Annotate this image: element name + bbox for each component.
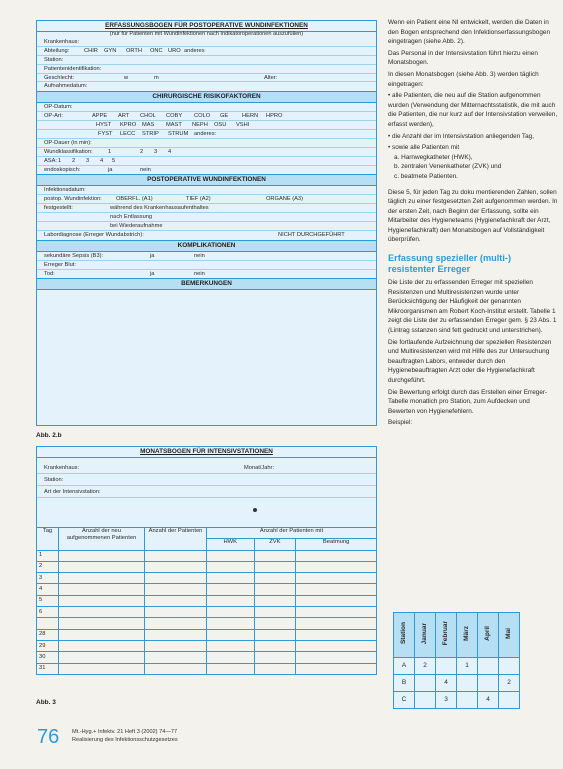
section-postop-infections: POSTOPERATIVE WUNDINFEKTIONEN [37,174,376,186]
table-row [37,573,377,584]
field-option: OBERFL. (A1) [116,196,153,203]
bullet-text: die Anzahl der im Intensivstation anliegenden Tag, [392,132,535,140]
field-option: 1 [108,148,112,155]
field-option: bei Wiederaufnahme [110,223,163,230]
col-zvk: ZVK [254,539,296,550]
field-option: w [124,74,129,81]
example-cell: 4 [436,675,457,692]
example-header-label: März [462,626,470,641]
example-header [478,613,499,658]
paragraph: Beispiel: [388,419,413,427]
table-cell [145,561,207,572]
field-option: 4 [168,148,172,155]
bullet-text: sowie alle Patienten mit [392,144,460,152]
form-line [37,213,376,222]
paragraph: Wenn ein Patient eine NI entwickelt, werden die Daten in den Bogen entsprechend den Infektionserfassungsbogen eingetragen (siehe Abb. 2). [388,19,551,46]
form-line [37,231,376,240]
field-label: Krankenhaus: [44,38,80,45]
form-line [37,186,376,195]
example-cell [436,658,457,675]
section-heading: Erfassung spezieller (multi-) resistenter Erreger [388,253,512,274]
field-option: ja [108,166,113,173]
example-table [393,612,520,709]
table-cell [207,561,255,572]
form-line [37,139,376,148]
field-option: NICHT DURCHGEFÜHRT [278,231,345,238]
col-hwk: HWK [207,539,255,550]
form-line [37,474,376,486]
sub-item: a. Harnwegkatheter (HWK), [394,153,473,161]
field-option: COBY [166,113,183,120]
table-cell [145,550,207,561]
field-label: OP-Datum: [44,104,73,111]
field-option: ORTH [126,47,143,54]
form-line [37,103,376,112]
field-option: KPRO [120,122,137,129]
table-cell [207,652,255,663]
field-label: Geschlecht: [44,74,75,81]
field-option: MAS [142,122,155,129]
table-cell [207,595,255,606]
field-option: ORGANE (A3) [266,196,303,203]
field-option: nein [194,270,205,277]
table-cell [145,629,207,640]
field-option: HERN [242,113,259,120]
field-option: COLO [194,113,211,120]
field-label: Labordiagnose (Erreger Wundabstrich): [44,231,144,238]
day-cell: 2 [37,561,59,572]
day-cell: 6 [37,607,59,618]
example-header [457,613,478,658]
field-option: VSHI [236,122,250,129]
field-option: HYST [96,122,112,129]
form-line [37,462,376,474]
field-label: Tod: [44,270,55,277]
field-option: nach Entlassung [110,214,153,221]
form-line [37,270,376,279]
day-cell [37,618,59,629]
col-day: Tag [37,528,59,551]
table-cell [254,584,296,595]
field-label: sekundäre Sepsis (B3): [44,252,104,259]
example-header [394,613,415,658]
form-line [37,130,376,139]
field-option: nein [140,166,151,173]
table-cell [145,607,207,618]
field-option: MAST [166,122,182,129]
table-cell [296,561,377,572]
table-cell [254,561,296,572]
form-line [37,121,376,130]
section-complications: KOMPLIKATIONEN [37,240,376,252]
form-line [37,166,376,175]
wound-infection-form [36,20,377,426]
form-line [37,195,376,204]
field-option: ja [150,270,155,277]
table-cell [254,573,296,584]
example-cell [499,658,520,675]
col-patients-with: Anzahl der Patienten mit [207,528,377,539]
field-label: Aufnahmedatum: [44,83,88,90]
form-line [37,112,376,121]
example-cell [478,658,499,675]
sub-item: c. beatmete Patienten. [394,172,458,180]
table-cell [296,584,377,595]
paragraph: Die fortlaufende Aufzeichnung der speziellen Resistenzen und Multiresistenzen wird mit Hilfe des zur Untersuchung beauftragten Labors, entweder durch den Hygienebeauftragten Arzt oder die Hygienefachkraft durchgeführt. [388,338,552,384]
field-label: Monat/Jahr: [244,465,275,471]
field-label: postop. Wundinfektion: [44,196,102,203]
field-option: anderes [184,47,205,54]
table-cell [145,584,207,595]
example-cell [478,675,499,692]
form1-title: ERFASSUNGSBOGEN FÜR POSTOPERATIVE WUNDINFEKTIONEN [37,21,376,32]
example-cell: 2 [415,658,436,675]
monthly-icu-form [36,446,377,528]
example-row [394,658,520,675]
table-cell [254,607,296,618]
field-option: anderes: [194,131,217,137]
day-cell: 5 [37,595,59,606]
section-remarks: BEMERKUNGEN [37,278,376,290]
field-option: nein [194,252,205,259]
col-ventilation: Beatmung [296,539,377,550]
field-option: ONC [150,47,163,54]
form-line [37,486,376,498]
form-line [37,148,376,157]
example-header [415,613,436,658]
example-cell: A [394,658,415,675]
table-row [37,640,377,651]
table-cell [296,663,377,674]
table-cell [254,640,296,651]
table-cell [254,629,296,640]
field-option: HPRO [266,113,283,120]
day-cell: 4 [37,584,59,595]
example-cell [415,692,436,709]
example-cell [415,675,436,692]
table-cell [145,573,207,584]
figure-caption-2b: Abb. 2.b [36,432,62,439]
example-header-label: April [483,626,491,641]
form1-subtitle: (nur für Patienten mit Wundinfektionen nach Indikatoroperationen auszufüllen) [109,31,304,37]
form-line [37,222,376,231]
table-cell [59,584,145,595]
table-cell [145,663,207,674]
table-cell [145,640,207,651]
example-header [499,613,520,658]
field-label: Wundklassifikation: [44,148,93,155]
field-option: m [154,74,159,81]
table-row [37,595,377,606]
example-cell: 3 [436,692,457,709]
field-option: 1 [58,157,62,164]
table-row [37,550,377,561]
bullet-item: • alle Patienten, die neu auf die Station aufgenommen wurden (Verwendung der Mitternachtsstatistik, die mit auch die Patienten, die nur kurz auf der Intensivstation verweilen, erfasst werden), [388,92,558,128]
field-option: 4 [100,157,104,164]
field-option: 2 [72,157,76,164]
table-cell [145,595,207,606]
table-cell [296,629,377,640]
table-cell [254,663,296,674]
example-header-label: Mai [504,628,512,639]
table-cell [254,618,296,629]
example-header-label: Januar [420,622,428,645]
table-cell [207,550,255,561]
page-number: 76 [37,726,60,748]
field-option: LECC [120,131,136,137]
field-option: 3 [86,157,90,164]
field-option: ja [150,252,155,259]
right-column-text [388,18,558,430]
table-row [37,607,377,618]
table-cell [145,618,207,629]
table-cell [207,629,255,640]
table-cell [59,595,145,606]
field-option: CHOL [140,113,156,120]
table-cell [59,550,145,561]
form2-title: MONATSBOGEN FÜR INTENSIVSTATIONEN [37,447,376,458]
field-option: TIEF (A2) [186,196,211,203]
form-line [37,38,376,47]
form-line [37,56,376,65]
example-cell [457,675,478,692]
table-cell [59,618,145,629]
field-option: 5 [112,157,116,164]
footer-line-1: Mt.-Hyg.+ Infektv. 21 Heft 3 (2002) 74—77 [72,729,178,735]
bullet-item: • die Anzahl der im Intensivstation anliegenden Tag, [388,132,535,140]
example-header [436,613,457,658]
sub-item: b. zentralen Venenkatheter (ZVK) und [394,163,502,171]
table-cell [59,607,145,618]
field-option: FYST [98,131,113,137]
table-row [37,652,377,663]
paragraph: Diese 5, für jeden Tag zu doku mentierenden Zahlen, sollen täglich zu einer festgesetzten Zeit aufgenommen werden. In der ersten Zeit, nach Beginn der Erfassung, sollte ein Mitarbeiter des Hygieneteams (Hygienefachkraft der Arzt, Hygienefachkraft) den Monatsbogen auf Vollständigkeit überprüfen. [388,188,558,244]
section-surgical-risk: CHIRURGISCHE RISIKOFAKTOREN [37,91,376,103]
table-cell [207,607,255,618]
paragraph: Das Personal in der Intensivstation führt hierzu einen Monatsbogen. [388,49,538,67]
field-option: OSU [214,122,227,129]
example-cell [499,692,520,709]
form-line [37,261,376,270]
table-cell [207,663,255,674]
example-row [394,692,520,709]
field-option: GYN [104,47,117,54]
field-label: endoskopisch: [44,166,81,173]
col-patients: Anzahl der Patienten [145,528,207,551]
field-option: ART [118,113,130,120]
form-line [37,157,376,166]
example-row [394,675,520,692]
field-label: festgestellt: [44,205,73,212]
form-line [37,82,376,91]
day-cell: 31 [37,663,59,674]
table-cell [296,652,377,663]
table-row [37,618,377,629]
footer [72,728,178,744]
field-option: Alter: [264,74,278,81]
field-option: APPE [92,113,108,120]
field-option: STRIP [142,131,159,137]
monthly-table [36,527,377,675]
field-option: STRUM [168,131,189,137]
table-row [37,629,377,640]
example-cell: 1 [457,658,478,675]
table-cell [59,652,145,663]
paragraph: Die Liste der zu erfassenden Erreger mit speziellen Resistenzen und Multiresistenzen wurde unter Berücksichtigung der Häufigkeit der genannten Mikroorganismen am Robert Koch-Institut erstellt. Tabelle 1 zeigt die Liste der zu erfassenden Erreger gem. § 23 Abs. 1 (Lintrag sstanzen sind fett gedruckt und unterstrichen). [388,279,557,335]
form-line [37,65,376,74]
day-cell: 28 [37,629,59,640]
example-header-label: Station [399,622,407,645]
field-option: URO [168,47,181,54]
marker-dot [253,508,257,512]
field-label: ASA: [44,157,57,164]
paragraph: Die Bewertung erfolgt durch das Erstellen einer Erreger-Tabelle monatlich pro Station, zum Aufdecken und Bewerten von Hygienefehlern. [388,388,548,415]
example-cell: 2 [499,675,520,692]
field-label: OP-Dauer (in min): [44,139,92,146]
table-cell [296,573,377,584]
field-label: Erreger Blut: [44,261,76,268]
table-cell [296,640,377,651]
bullet-item: • sowie alle Patienten mit [388,144,460,152]
field-option: 3 [154,148,158,155]
form-line [37,47,376,56]
field-label: Abteilung: [44,47,70,54]
field-option: NEPH [192,122,208,129]
table-cell [296,550,377,561]
table-cell [59,629,145,640]
table-cell [59,573,145,584]
example-cell: C [394,692,415,709]
field-label: Station: [44,56,64,63]
field-label: Krankenhaus: [44,465,80,471]
form-line [37,74,376,83]
table-cell [207,584,255,595]
col-new-patients: Anzahl der neu aufgenommenen Patienten [59,528,145,551]
table-cell [207,640,255,651]
figure-caption-3: Abb. 3 [36,699,56,706]
field-option: während des Krankenhausaufenthaltes [110,205,209,212]
table-cell [207,618,255,629]
table-cell [59,640,145,651]
field-option: CHIR [84,47,98,54]
day-cell: 30 [37,652,59,663]
example-cell: B [394,675,415,692]
day-cell: 1 [37,550,59,561]
paragraph: In diesen Monatsbogen (siehe Abb. 3) werden täglich eingetragen: [388,70,539,88]
table-cell [254,652,296,663]
bullet-text: alle Patienten, die neu auf die Station aufgenommen wurden (Verwendung der Mitternachtsstatistik, die mit auch die Patienten, die nur kurz auf der Intensivstation verweilen, erfasst werden), [388,92,558,128]
table-row [37,663,377,674]
day-cell: 29 [37,640,59,651]
table-cell [296,595,377,606]
table-cell [59,561,145,572]
table-cell [296,607,377,618]
day-cell: 3 [37,573,59,584]
example-header-label: Februar [441,621,449,646]
footer-line-2: Realisierung des Infektionsschutzgesetzes [72,737,178,743]
table-cell [254,550,296,561]
table-cell [296,618,377,629]
table-cell [145,652,207,663]
example-cell [457,692,478,709]
field-option: 2 [140,148,144,155]
table-row [37,584,377,595]
table-row [37,561,377,572]
field-label: Station: [44,477,64,483]
field-label: OP-Art: [44,113,63,120]
field-option: GE [220,113,229,120]
form-line [37,204,376,213]
table-cell [59,663,145,674]
table-cell [254,595,296,606]
field-label: Art der Intensivstation: [44,489,101,495]
table-cell [207,573,255,584]
field-label: Infektionsdatum: [44,187,86,194]
field-label: Patientenidentifikation: [44,65,102,72]
example-cell: 4 [478,692,499,709]
form-line [37,252,376,261]
